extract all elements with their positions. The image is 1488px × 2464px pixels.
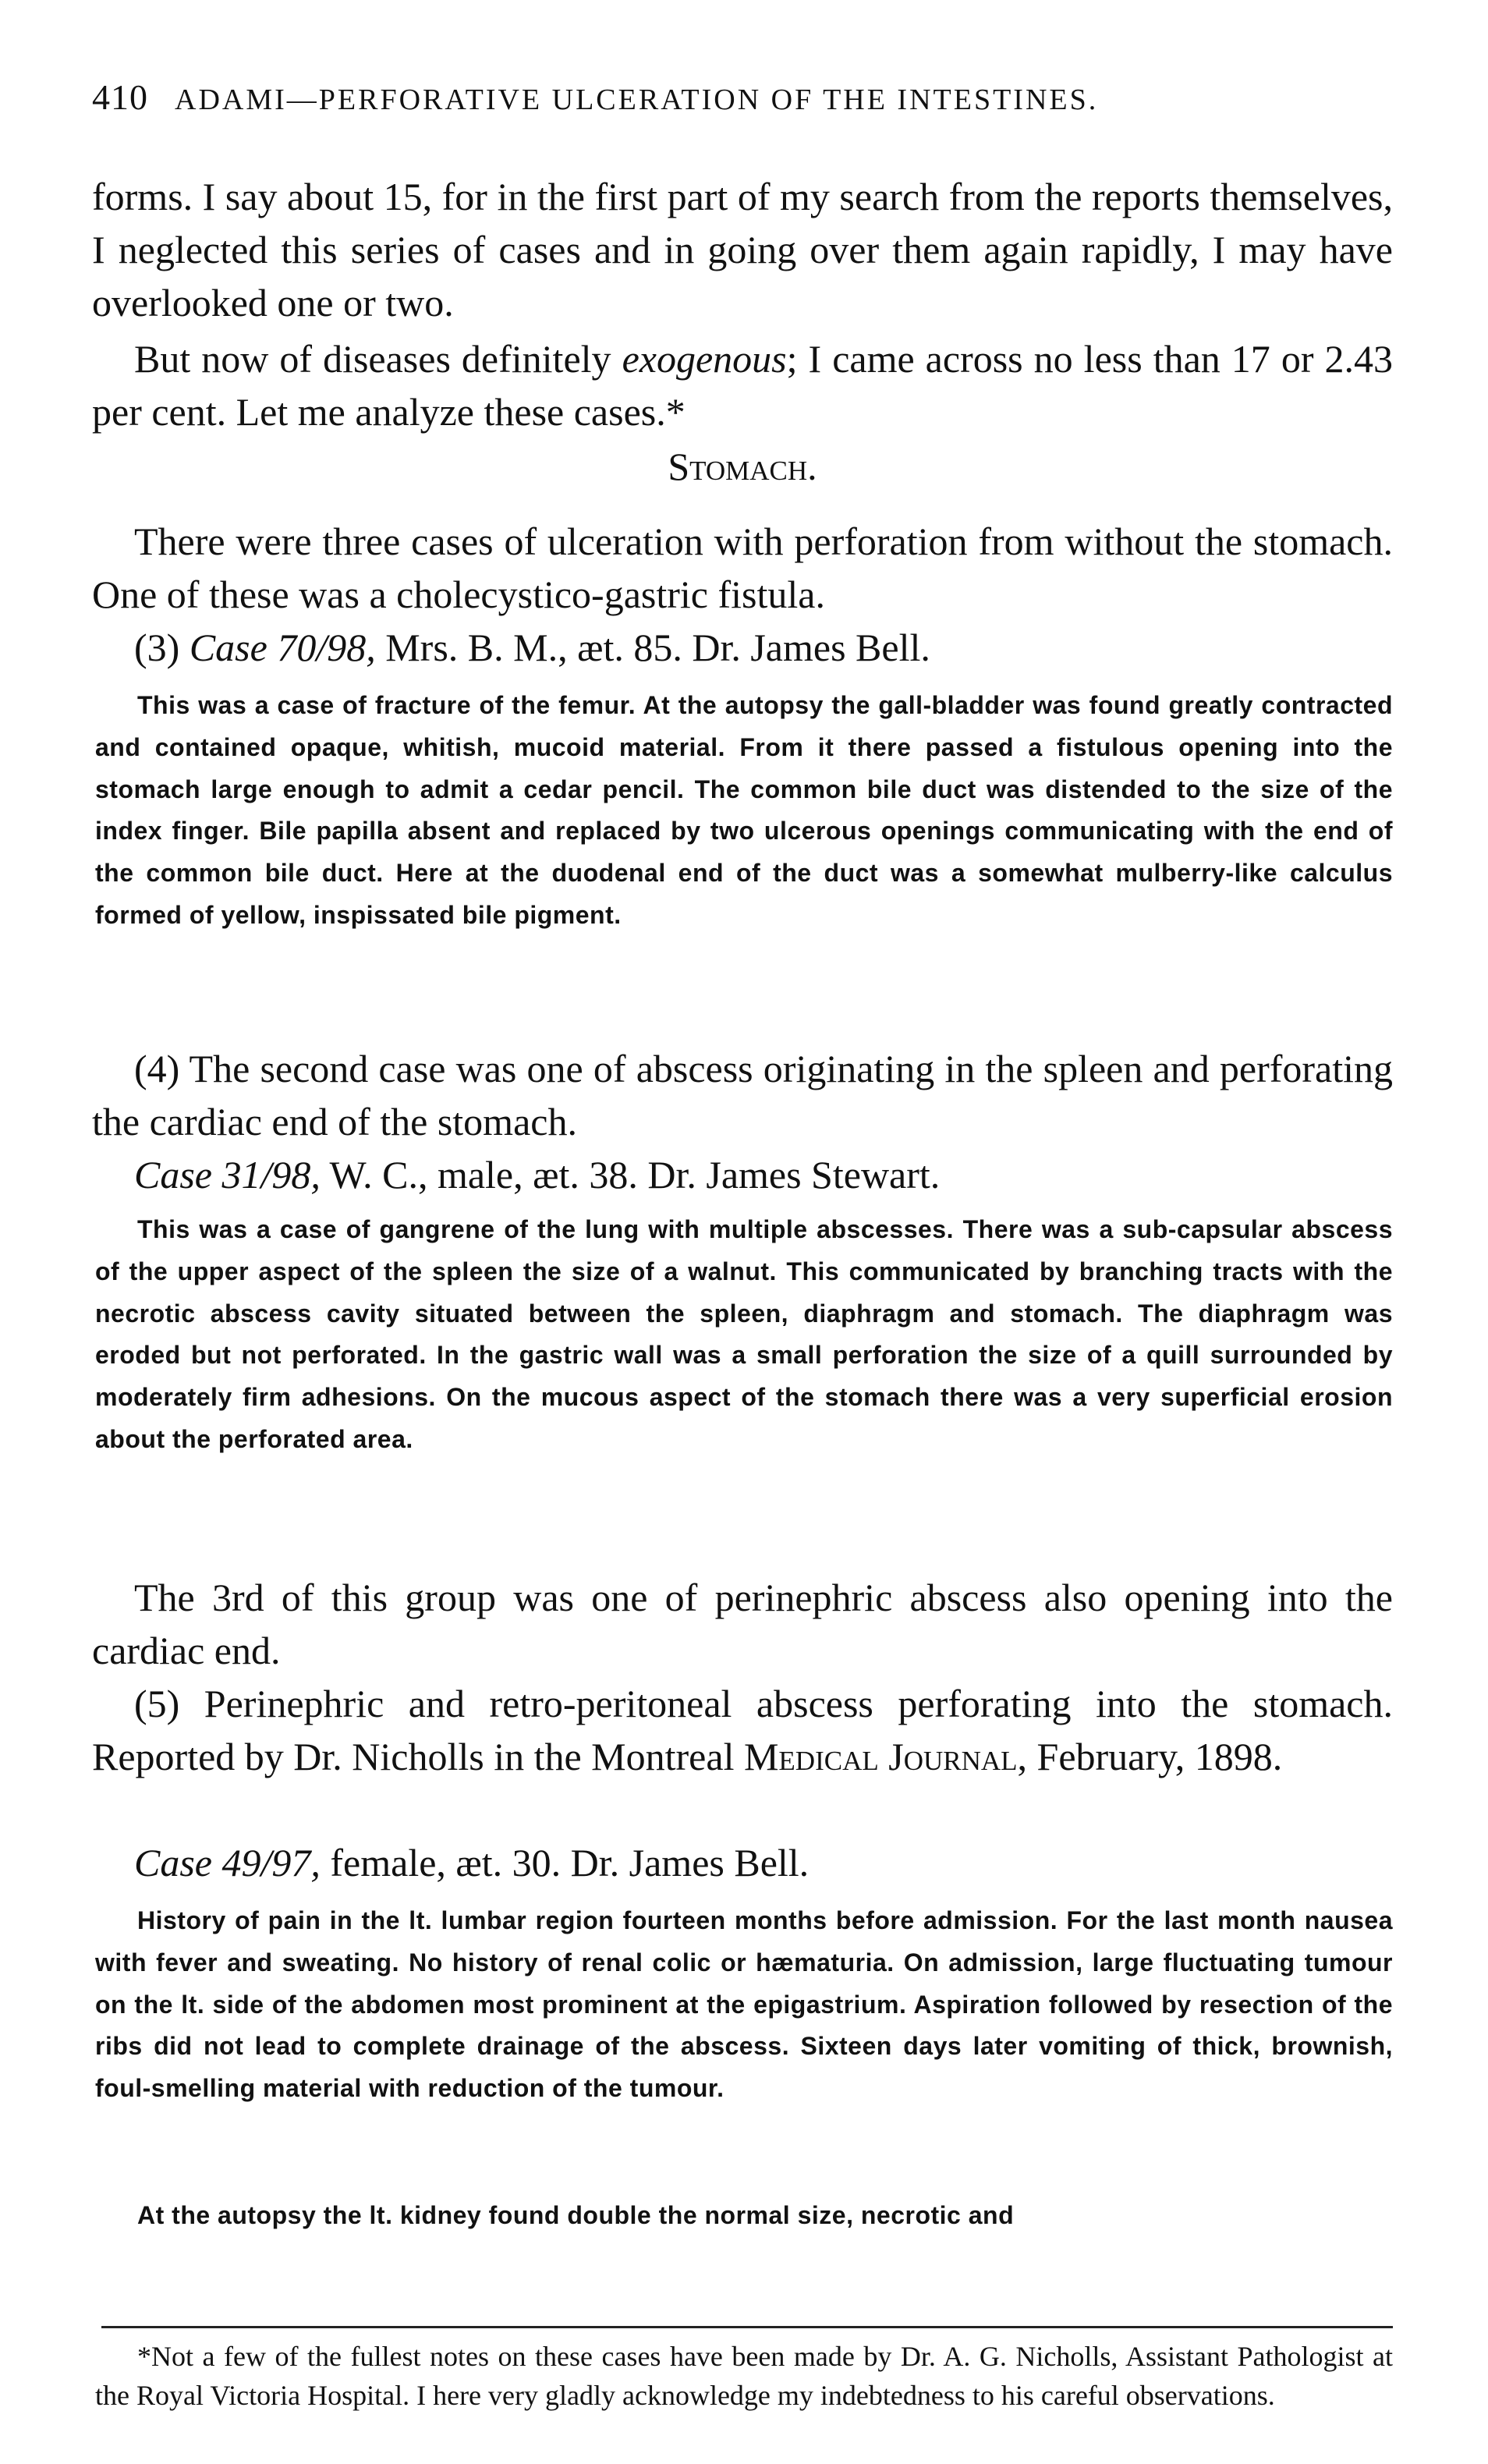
case-report-autopsy: At the autopsy the lt. kidney found double the normal size, necrotic and <box>137 2201 1015 2229</box>
paragraph-stomach-intro: There were three cases of ulceration with perforation from without the stomach. One of these was a cholecystico-gastric fistula. <box>92 519 1393 616</box>
paragraph-forms: forms. I say about 15, for in the first part of my search from the reports themselves, I neglected this series of cases and in going over them again rapidly, I may have overlooked one or two. <box>92 175 1393 324</box>
case-report-31-98: This was a case of gangrene of the lung with multiple abscesses. There was a sub-capsular abscess of the upper aspect of the spleen the size of a walnut. This communicated by branching tracts with the necrotic abscess cavity situated between the spleen, diaphragm and stomach. The diaphragm was eroded but not perforated. In the gastric wall was a small perforation the size of a quill surrounded by moderately firm adhesions. On the mucous aspect of the stomach there was a very superficial erosion about the perforated area. <box>95 1215 1393 1453</box>
case-heading-31-98 <box>92 1148 1393 1201</box>
case-details: W. C., male, æt. 38. Dr. James Stewart. <box>320 1153 941 1197</box>
case-details: Mrs. B. M., æt. 85. Dr. James Bell. <box>375 626 930 669</box>
paragraph-perinephric-text-2: February, 1898. <box>1027 1735 1283 1778</box>
paragraph-second-case: (4) The second case was one of abscess originating in the spleen and perforating the cardiac end of the stomach. <box>92 1047 1393 1143</box>
footnote-rule <box>101 2326 1393 2328</box>
case-id: Case 31/98, <box>134 1153 321 1197</box>
section-heading-stomach: Stomach. <box>668 445 817 488</box>
case-number: (3) <box>134 626 190 669</box>
case-details: female, æt. 30. Dr. James Bell. <box>320 1841 810 1884</box>
page-number: 410 <box>92 77 148 117</box>
case-report-70-98: This was a case of fracture of the femur. At the autopsy the gall-bladder was found greatly contracted and contained opaque, whitish, mucoid material. From it there passed a fistulous opening into the stomach large enough to admit a cedar pencil. The common bile duct was distended to the size of the index finger. Bile papilla absent and replaced by two ulcerous openings communicating with the end of the common bile duct. Here at the duodenal end of the duct was a somewhat mulberry-like calculus formed of yellow, inspissated bile pigment. <box>95 691 1393 929</box>
paragraph-perinephric <box>92 1677 1393 1783</box>
paragraph-perinephric-text-1: (5) Perinephric and retro-peritoneal abscess perforating into the stomach. Reported by Dr. Nicholls in the Montreal <box>92 1682 1393 1778</box>
running-header <box>92 76 1387 118</box>
case-heading-70-98 <box>92 621 1393 674</box>
paragraph-exogenous-text-2: ; I came across no less than 17 or 2.43 per cent. Let me analyze these cases.* <box>92 337 1393 434</box>
exogenous-term: exogenous <box>622 337 787 381</box>
paragraph-third-case: The 3rd of this group was one of perinephric abscess also opening into the cardiac end. <box>92 1576 1393 1672</box>
paragraph-exogenous <box>92 332 1393 438</box>
footnote: *Not a few of the fullest notes on these cases have been made by Dr. A. G. Nicholls, Assistant Pathologist at the Royal Victoria Hospital. I here very gladly acknowledge my indebtedness to his careful observations. <box>95 2341 1393 2411</box>
case-report-49-97: History of pain in the lt. lumbar region fourteen months before admission. For the last month nausea with fever and sweating. No history of renal colic or hæmaturia. On admission, large fluctuating tumour on the lt. side of the abdomen most prominent at the epigastrium. Aspiration followed by resection of the ribs did not lead to complete drainage of the abscess. Sixteen days later vomiting of thick, brownish, foul-smelling material with reduction of the tumour. <box>95 1906 1393 2103</box>
journal-name: Medical Journal, <box>743 1735 1028 1778</box>
case-heading-49-97 <box>92 1836 1393 1889</box>
case-id: Case 70/98, <box>189 626 376 669</box>
running-title: ADAMI—PERFORATIVE ULCERATION OF THE INTESTINES. <box>175 83 1099 116</box>
paragraph-exogenous-text-1: But now of diseases definitely <box>134 337 622 381</box>
case-id: Case 49/97, <box>134 1841 321 1884</box>
